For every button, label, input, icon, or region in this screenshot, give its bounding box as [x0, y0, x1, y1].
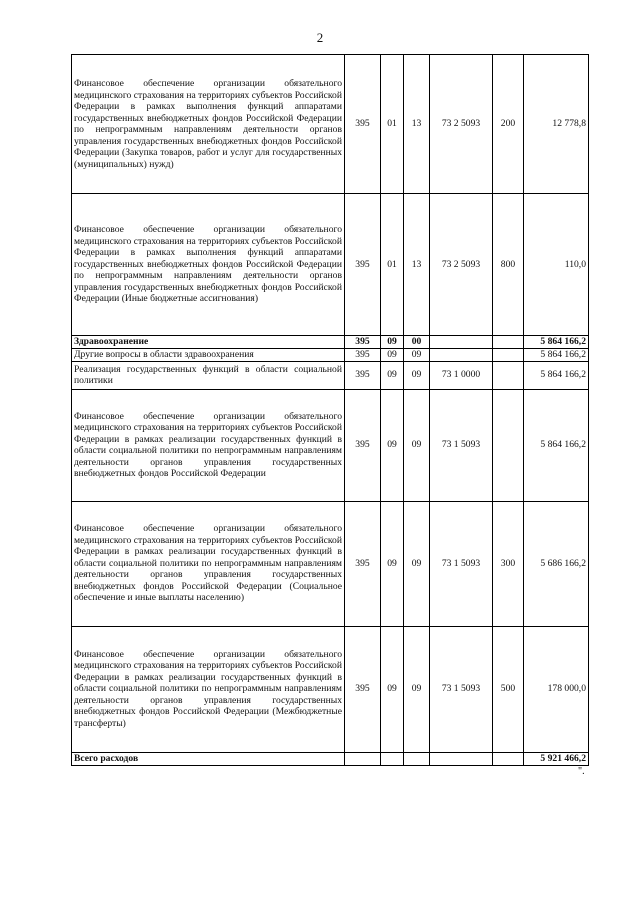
row-amount: 12 778,8: [524, 55, 589, 194]
row-grbs: [345, 752, 381, 765]
table-row: [72, 55, 589, 194]
expenditure-table: [71, 54, 589, 766]
row-section: 01: [381, 55, 404, 194]
row-amount: 5 864 166,2: [524, 361, 589, 389]
row-name: Всего расходов: [72, 752, 345, 765]
row-grbs: 395: [345, 194, 381, 336]
table-row: [72, 361, 589, 389]
row-subsection: 13: [404, 55, 430, 194]
row-expense-type: 200: [493, 55, 524, 194]
row-expense-type: [493, 389, 524, 501]
row-name: Финансовое обеспечение организации обязательного медицинского страхования на территориях субъектов Российской Федерации в рамках выполнения функций аппаратами государственных внебюджетных фондов Российской Федерации по непрограммным направлениям деятельности органов управления государственных внебюджетных фондов Российской Федерации (Закупка товаров, работ и услуг для государственных (муниципальных) нужд): [72, 55, 345, 194]
row-target-article: 73 1 5093: [430, 389, 493, 501]
row-section: 09: [381, 336, 404, 349]
row-amount: 5 686 166,2: [524, 501, 589, 626]
row-name: Финансовое обеспечение организации обязательного медицинского страхования на территориях субъектов Российской Федерации в рамках реализации государственных функций в области социальной политики по непрограммным направлениям деятельности органов управления государственных внебюджетных фондов Российской Федерации (Межбюджетные трансферты): [72, 626, 345, 752]
closing-quote-mark: ".: [578, 766, 585, 777]
row-target-article: [430, 752, 493, 765]
row-target-article: 73 1 5093: [430, 626, 493, 752]
row-expense-type: 300: [493, 501, 524, 626]
row-grbs: 395: [345, 501, 381, 626]
row-subsection: [404, 752, 430, 765]
row-name: Здравоохранение: [72, 336, 345, 349]
row-section: 09: [381, 349, 404, 362]
row-name: Финансовое обеспечение организации обязательного медицинского страхования на территориях субъектов Российской Федерации в рамках реализации государственных функций в области социальной политики по непрограммным направлениям деятельности органов управления государственных внебюджетных фондов Российской Федерации: [72, 389, 345, 501]
row-grbs: 395: [345, 626, 381, 752]
row-expense-type: [493, 336, 524, 349]
row-amount: 178 000,0: [524, 626, 589, 752]
row-amount: 110,0: [524, 194, 589, 336]
row-expense-type: [493, 361, 524, 389]
row-subsection: 00: [404, 336, 430, 349]
row-name: Финансовое обеспечение организации обязательного медицинского страхования на территориях субъектов Российской Федерации в рамках выполнения функций аппаратами государственных внебюджетных фондов Российской Федерации по непрограммным направлениям деятельности органов управления государственных внебюджетных фондов Российской Федерации (Иные бюджетные ассигнования): [72, 194, 345, 336]
row-section: 09: [381, 501, 404, 626]
row-section: 09: [381, 361, 404, 389]
row-section: 01: [381, 194, 404, 336]
row-grbs: 395: [345, 55, 381, 194]
row-subsection: 13: [404, 194, 430, 336]
row-subsection: 09: [404, 389, 430, 501]
table-row: [72, 194, 589, 336]
row-grbs: 395: [345, 349, 381, 362]
row-expense-type: [493, 752, 524, 765]
row-expense-type: 800: [493, 194, 524, 336]
row-amount: 5 864 166,2: [524, 336, 589, 349]
table-row: [72, 626, 589, 752]
table-row: [72, 336, 589, 349]
row-target-article: 73 2 5093: [430, 194, 493, 336]
row-subsection: 09: [404, 501, 430, 626]
row-grbs: 395: [345, 361, 381, 389]
row-amount: 5 864 166,2: [524, 349, 589, 362]
row-target-article: 73 2 5093: [430, 55, 493, 194]
row-section: [381, 752, 404, 765]
table-row: [72, 349, 589, 362]
row-section: 09: [381, 626, 404, 752]
row-grbs: 395: [345, 389, 381, 501]
table-row: [72, 501, 589, 626]
row-section: 09: [381, 389, 404, 501]
row-subsection: 09: [404, 361, 430, 389]
row-name: Финансовое обеспечение организации обязательного медицинского страхования на территориях субъектов Российской Федерации в рамках реализации государственных функций в области социальной политики по непрограммным направлениям деятельности органов управления государственных внебюджетных фондов Российской Федерации (Социальное обеспечение и иные выплаты населению): [72, 501, 345, 626]
row-target-article: [430, 349, 493, 362]
row-expense-type: 500: [493, 626, 524, 752]
row-target-article: 73 1 5093: [430, 501, 493, 626]
row-expense-type: [493, 349, 524, 362]
row-name: Другие вопросы в области здравоохранения: [72, 349, 345, 362]
row-amount: 5 864 166,2: [524, 389, 589, 501]
row-subsection: 09: [404, 626, 430, 752]
row-amount: 5 921 466,2: [524, 752, 589, 765]
page-number: 2: [316, 30, 324, 45]
row-target-article: 73 1 0000: [430, 361, 493, 389]
table-row: [72, 389, 589, 501]
row-target-article: [430, 336, 493, 349]
row-name: Реализация государственных функций в области социальной политики: [72, 361, 345, 389]
table-row: [72, 752, 589, 765]
row-subsection: 09: [404, 349, 430, 362]
row-grbs: 395: [345, 336, 381, 349]
